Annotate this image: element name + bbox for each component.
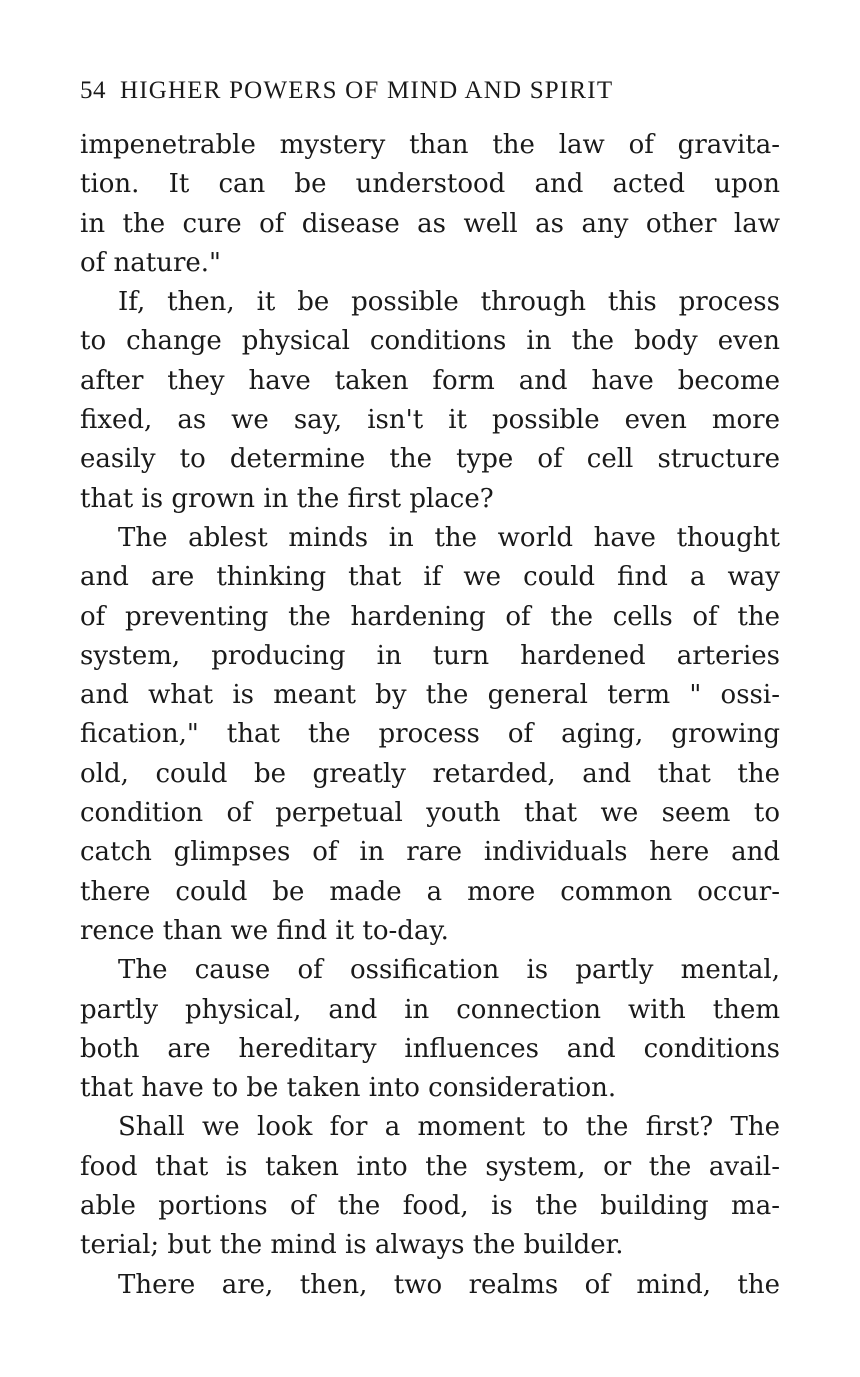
text-line: after they have taken form and have become bbox=[80, 365, 780, 396]
text-line: that have to be taken into consideration. bbox=[80, 1073, 617, 1104]
text-line: The cause of ossification is partly mental, bbox=[118, 955, 780, 986]
text-line: and what is meant by the general term " ossi- bbox=[80, 680, 780, 711]
text-line: If, then, it be possible through this process bbox=[118, 287, 780, 318]
text-line: there could be made a more common occur- bbox=[80, 876, 780, 907]
text-line: able portions of the food, is the building ma- bbox=[80, 1191, 780, 1222]
body-text bbox=[80, 126, 780, 1305]
text-line: easily to determine the type of cell structure bbox=[80, 444, 780, 475]
running-head bbox=[80, 74, 780, 108]
page-number: 54 bbox=[80, 77, 106, 104]
text-line: terial; but the mind is always the builder. bbox=[80, 1230, 624, 1261]
text-line: both are hereditary influences and conditions bbox=[80, 1033, 780, 1064]
text-line: rence than we find it to-day. bbox=[80, 915, 449, 946]
text-line: old, could be greatly retarded, and that the bbox=[80, 758, 780, 789]
text-line: and are thinking that if we could find a way bbox=[80, 562, 780, 593]
text-line: to change physical conditions in the body even bbox=[80, 326, 780, 357]
text-line: in the cure of disease as well as any other law bbox=[80, 208, 780, 239]
text-line: of preventing the hardening of the cells of the bbox=[80, 601, 780, 632]
text-line: system, producing in turn hardened arteries bbox=[80, 640, 780, 671]
text-line: that is grown in the first place? bbox=[80, 483, 494, 514]
text-line: There are, then, two realms of mind, the bbox=[118, 1269, 780, 1300]
text-line: fication," that the process of aging, growing bbox=[80, 719, 780, 750]
text-line: catch glimpses of in rare individuals here and bbox=[80, 837, 780, 868]
running-title: HIGHER POWERS OF MIND AND SPIRIT bbox=[120, 77, 614, 104]
text-line: tion. It can be understood and acted upon bbox=[80, 169, 780, 200]
text-line: partly physical, and in connection with them bbox=[80, 994, 780, 1025]
text-line: fixed, as we say, isn't it possible even more bbox=[80, 405, 780, 436]
text-line: of nature." bbox=[80, 247, 222, 278]
text-line: The ablest minds in the world have thought bbox=[118, 522, 780, 553]
text-line: impenetrable mystery than the law of gravita- bbox=[80, 130, 780, 160]
text-line: Shall we look for a moment to the first? The bbox=[118, 1112, 780, 1143]
text-line: food that is taken into the system, or the avail- bbox=[80, 1151, 780, 1182]
text-line: condition of perpetual youth that we seem to bbox=[80, 798, 780, 829]
